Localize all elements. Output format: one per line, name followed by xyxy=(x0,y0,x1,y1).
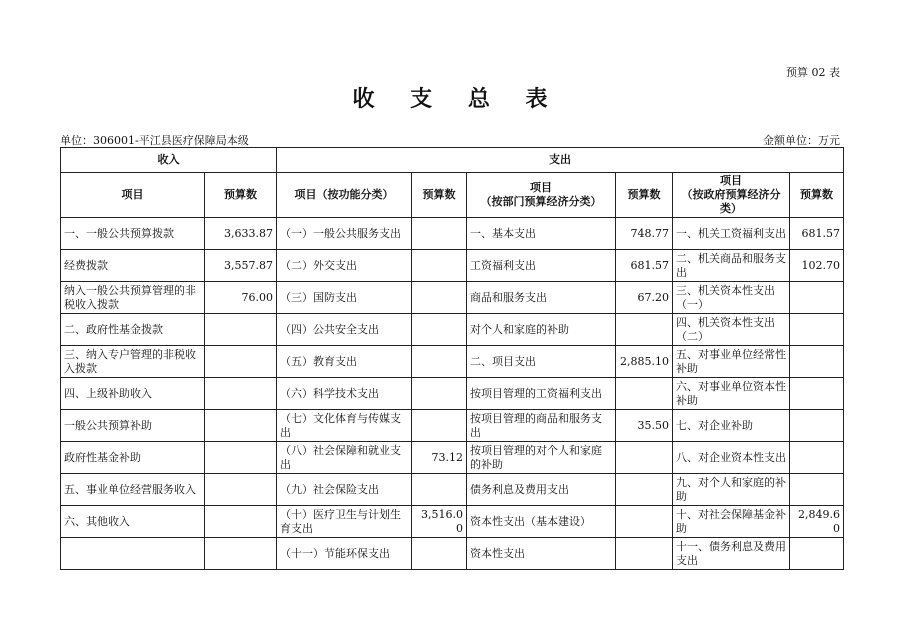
func-amount-cell: 3,516.00 xyxy=(412,506,467,538)
dept-item-cell: 按项目管理的对个人和家庭的补助 xyxy=(467,442,616,474)
income-item-cell: 纳入一般公共预算管理的非税收入拨款 xyxy=(61,282,205,314)
income-item-cell: 二、政府性基金拨款 xyxy=(61,314,205,346)
income-amount-cell: 76.00 xyxy=(205,282,277,314)
income-amount-cell xyxy=(205,538,277,570)
gov-amount-cell: 2,849.60 xyxy=(790,506,844,538)
gov-item-header-line1: 项目 xyxy=(720,174,742,187)
income-amount-cell xyxy=(205,506,277,538)
income-amount-cell: 3,557.87 xyxy=(205,250,277,282)
budget-table xyxy=(60,147,844,570)
func-item-cell: （四）公共安全支出 xyxy=(277,314,412,346)
func-amount-cell xyxy=(412,346,467,378)
dept-amount-cell xyxy=(616,442,673,474)
table-row xyxy=(61,474,844,506)
func-item-cell: （六）科学技术支出 xyxy=(277,378,412,410)
gov-amount-cell xyxy=(790,410,844,442)
table-row xyxy=(61,410,844,442)
func-item-cell: （二）外交支出 xyxy=(277,250,412,282)
gov-item-cell: 三、机关资本性支出（一） xyxy=(673,282,790,314)
gov-amount-cell: 681.57 xyxy=(790,218,844,250)
table-row xyxy=(61,282,844,314)
gov-amount-cell xyxy=(790,314,844,346)
income-item-cell xyxy=(61,538,205,570)
gov-item-cell: 八、对企业资本性支出 xyxy=(673,442,790,474)
dept-amount-cell xyxy=(616,314,673,346)
income-budget-header: 预算数 xyxy=(205,173,277,218)
income-item-cell: 五、事业单位经营服务收入 xyxy=(61,474,205,506)
income-amount-cell: 3,633.87 xyxy=(205,218,277,250)
income-amount-cell xyxy=(205,474,277,506)
gov-item-cell: 十一、债务利息及费用支出 xyxy=(673,538,790,570)
income-amount-cell xyxy=(205,442,277,474)
dept-amount-cell: 748.77 xyxy=(616,218,673,250)
dept-item-header xyxy=(467,173,616,218)
income-amount-cell xyxy=(205,378,277,410)
dept-item-cell: 商品和服务支出 xyxy=(467,282,616,314)
dept-item-cell: 对个人和家庭的补助 xyxy=(467,314,616,346)
income-amount-cell xyxy=(205,410,277,442)
gov-item-cell: 六、对事业单位资本性补助 xyxy=(673,378,790,410)
gov-amount-cell xyxy=(790,282,844,314)
income-item-cell: 六、其他收入 xyxy=(61,506,205,538)
dept-amount-cell: 67.20 xyxy=(616,282,673,314)
func-item-cell: （九）社会保险支出 xyxy=(277,474,412,506)
income-item-cell: 三、纳入专户管理的非税收入拨款 xyxy=(61,346,205,378)
func-amount-cell xyxy=(412,282,467,314)
gov-amount-cell xyxy=(790,378,844,410)
dept-amount-cell xyxy=(616,506,673,538)
income-item-header: 项目 xyxy=(61,173,205,218)
header-row-2 xyxy=(61,173,844,218)
func-amount-cell: 73.12 xyxy=(412,442,467,474)
gov-item-cell: 四、机关资本性支出（二） xyxy=(673,314,790,346)
func-item-cell: （七）文化体育与传媒支出 xyxy=(277,410,412,442)
dept-amount-cell xyxy=(616,378,673,410)
func-item-header: 项目（按功能分类） xyxy=(277,173,412,218)
gov-item-cell: 二、机关商品和服务支出 xyxy=(673,250,790,282)
gov-amount-cell xyxy=(790,538,844,570)
gov-item-header-line2: （按政府预算经济分类） xyxy=(681,188,781,215)
form-number: 预算 02 表 xyxy=(786,66,840,79)
table-row xyxy=(61,314,844,346)
table-row xyxy=(61,378,844,410)
dept-item-cell: 按项目管理的商品和服务支出 xyxy=(467,410,616,442)
table-row xyxy=(61,218,844,250)
gov-budget-header: 预算数 xyxy=(790,173,844,218)
dept-amount-cell: 2,885.10 xyxy=(616,346,673,378)
dept-item-cell: 一、基本支出 xyxy=(467,218,616,250)
gov-item-cell: 十、对社会保障基金补助 xyxy=(673,506,790,538)
table-row xyxy=(61,250,844,282)
gov-item-cell: 五、对事业单位经常性补助 xyxy=(673,346,790,378)
func-item-cell: （十）医疗卫生与计划生育支出 xyxy=(277,506,412,538)
func-amount-cell xyxy=(412,378,467,410)
func-budget-header: 预算数 xyxy=(412,173,467,218)
income-item-cell: 一、一般公共预算拨款 xyxy=(61,218,205,250)
income-item-cell: 一般公共预算补助 xyxy=(61,410,205,442)
unit-label: 单位：306001-平江县医疗保障局本级 xyxy=(60,134,249,147)
dept-item-cell: 资本性支出（基本建设） xyxy=(467,506,616,538)
income-item-cell: 经费拨款 xyxy=(61,250,205,282)
func-amount-cell xyxy=(412,218,467,250)
dept-item-cell: 二、项目支出 xyxy=(467,346,616,378)
dept-amount-cell xyxy=(616,538,673,570)
income-header: 收入 xyxy=(61,148,277,173)
dept-item-cell: 按项目管理的工资福利支出 xyxy=(467,378,616,410)
dept-amount-cell: 681.57 xyxy=(616,250,673,282)
dept-amount-cell xyxy=(616,474,673,506)
header-row-1 xyxy=(61,148,844,173)
dept-item-cell: 工资福利支出 xyxy=(467,250,616,282)
func-amount-cell xyxy=(412,410,467,442)
gov-item-header xyxy=(673,173,790,218)
dept-item-cell: 债务利息及费用支出 xyxy=(467,474,616,506)
amount-unit-label: 金额单位：万元 xyxy=(763,134,840,147)
table-row xyxy=(61,506,844,538)
gov-amount-cell: 102.70 xyxy=(790,250,844,282)
func-item-cell: （三）国防支出 xyxy=(277,282,412,314)
func-item-cell: （十一）节能环保支出 xyxy=(277,538,412,570)
expense-header: 支出 xyxy=(277,148,844,173)
income-amount-cell xyxy=(205,314,277,346)
dept-item-cell: 资本性支出 xyxy=(467,538,616,570)
func-item-cell: （五）教育支出 xyxy=(277,346,412,378)
gov-item-cell: 七、对企业补助 xyxy=(673,410,790,442)
dept-budget-header: 预算数 xyxy=(616,173,673,218)
gov-item-cell: 九、对个人和家庭的补助 xyxy=(673,474,790,506)
func-item-cell: （八）社会保障和就业支出 xyxy=(277,442,412,474)
table-row xyxy=(61,442,844,474)
gov-amount-cell xyxy=(790,442,844,474)
table-row xyxy=(61,538,844,570)
dept-item-header-line2: （按部门预算经济分类） xyxy=(480,195,602,208)
dept-item-header-line1: 项目 xyxy=(530,181,552,194)
page-title: 收 支 总 表 xyxy=(352,86,562,112)
func-amount-cell xyxy=(412,314,467,346)
income-item-cell: 四、上级补助收入 xyxy=(61,378,205,410)
dept-amount-cell: 35.50 xyxy=(616,410,673,442)
income-amount-cell xyxy=(205,346,277,378)
table-row xyxy=(61,346,844,378)
func-item-cell: （一）一般公共服务支出 xyxy=(277,218,412,250)
income-item-cell: 政府性基金补助 xyxy=(61,442,205,474)
gov-amount-cell xyxy=(790,474,844,506)
gov-item-cell: 一、机关工资福利支出 xyxy=(673,218,790,250)
func-amount-cell xyxy=(412,474,467,506)
gov-amount-cell xyxy=(790,346,844,378)
func-amount-cell xyxy=(412,250,467,282)
func-amount-cell xyxy=(412,538,467,570)
